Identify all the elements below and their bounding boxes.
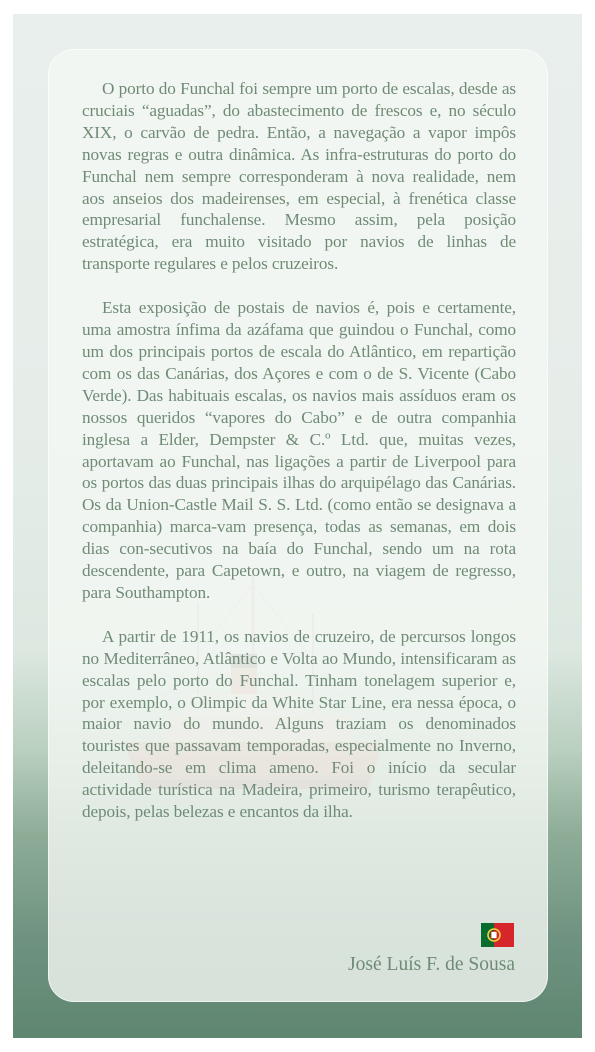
author-signature: José Luís F. de Sousa — [348, 954, 515, 975]
paragraph-3: A partir de 1911, os navios de cruzeiro, de percursos longos no Mediterrâneo, Atlântico e Volta ao Mundo, intensificaram as escalas pelo porto do Funchal. Tinham tonelagem superior e, por exemplo, o Olimpic da White Star Line, era nessa época, o maior navio do mundo. Alguns traziam os denominados touristes que passavam temporadas, especialmente no Inverno, deleitando-se em clima ameno. Foi o início da secular actividade turística na Madeira, primeiro, turismo terapêutico, depois, pelas belezas e encantos da ilha. — [82, 626, 516, 822]
portugal-flag-icon — [481, 923, 514, 947]
paragraph-1: O porto do Funchal foi sempre um porto de escalas, desde as cruciais “aguadas”, do abastecimento de frescos e, no século XIX, o carvão de pedra. Então, a navegação a vapor impôs novas regras e outra dinâmica. As infra-estruturas do porto do Funchal nem sempre corresponderam à nova realidade, nem aos anseios dos madeirenses, em especial, à frenética classe empresarial funchalense. Mesmo assim, pela posição estratégica, era muito visitado por navios de linhas de transporte regulares e pelos cruzeiros. — [82, 79, 516, 274]
paragraph-2: Esta exposição de postais de navios é, pois e certamente, uma amostra ínfima da azáfama que guindou o Funchal, como um dos principais portos de escala do Atlântico, em repartição com os das Canárias, dos Açores e com o de S. Vicente (Cabo Verde). Das habituais escalas, os navios mais assíduos eram os nossos queridos “vapores do Cabo” e de outra companhia inglesa a Elder, Dempster & C.º Ltd. que, muitas vezes, aportavam ao Funchal, nas ligações a partir de Liverpool para os portos das duas principais ilhas do arquipélago das Canárias. Os da Union-Castle Mail S. S. Ltd. (como então se designava a companhia) marca-vam presença, todas as semanas, em dois dias con-secutivos na baía do Funchal, sendo um na rota descendente, para Capetown, e outro, na viagem de regresso, para Southampton. — [82, 298, 516, 602]
article-body — [82, 78, 516, 845]
